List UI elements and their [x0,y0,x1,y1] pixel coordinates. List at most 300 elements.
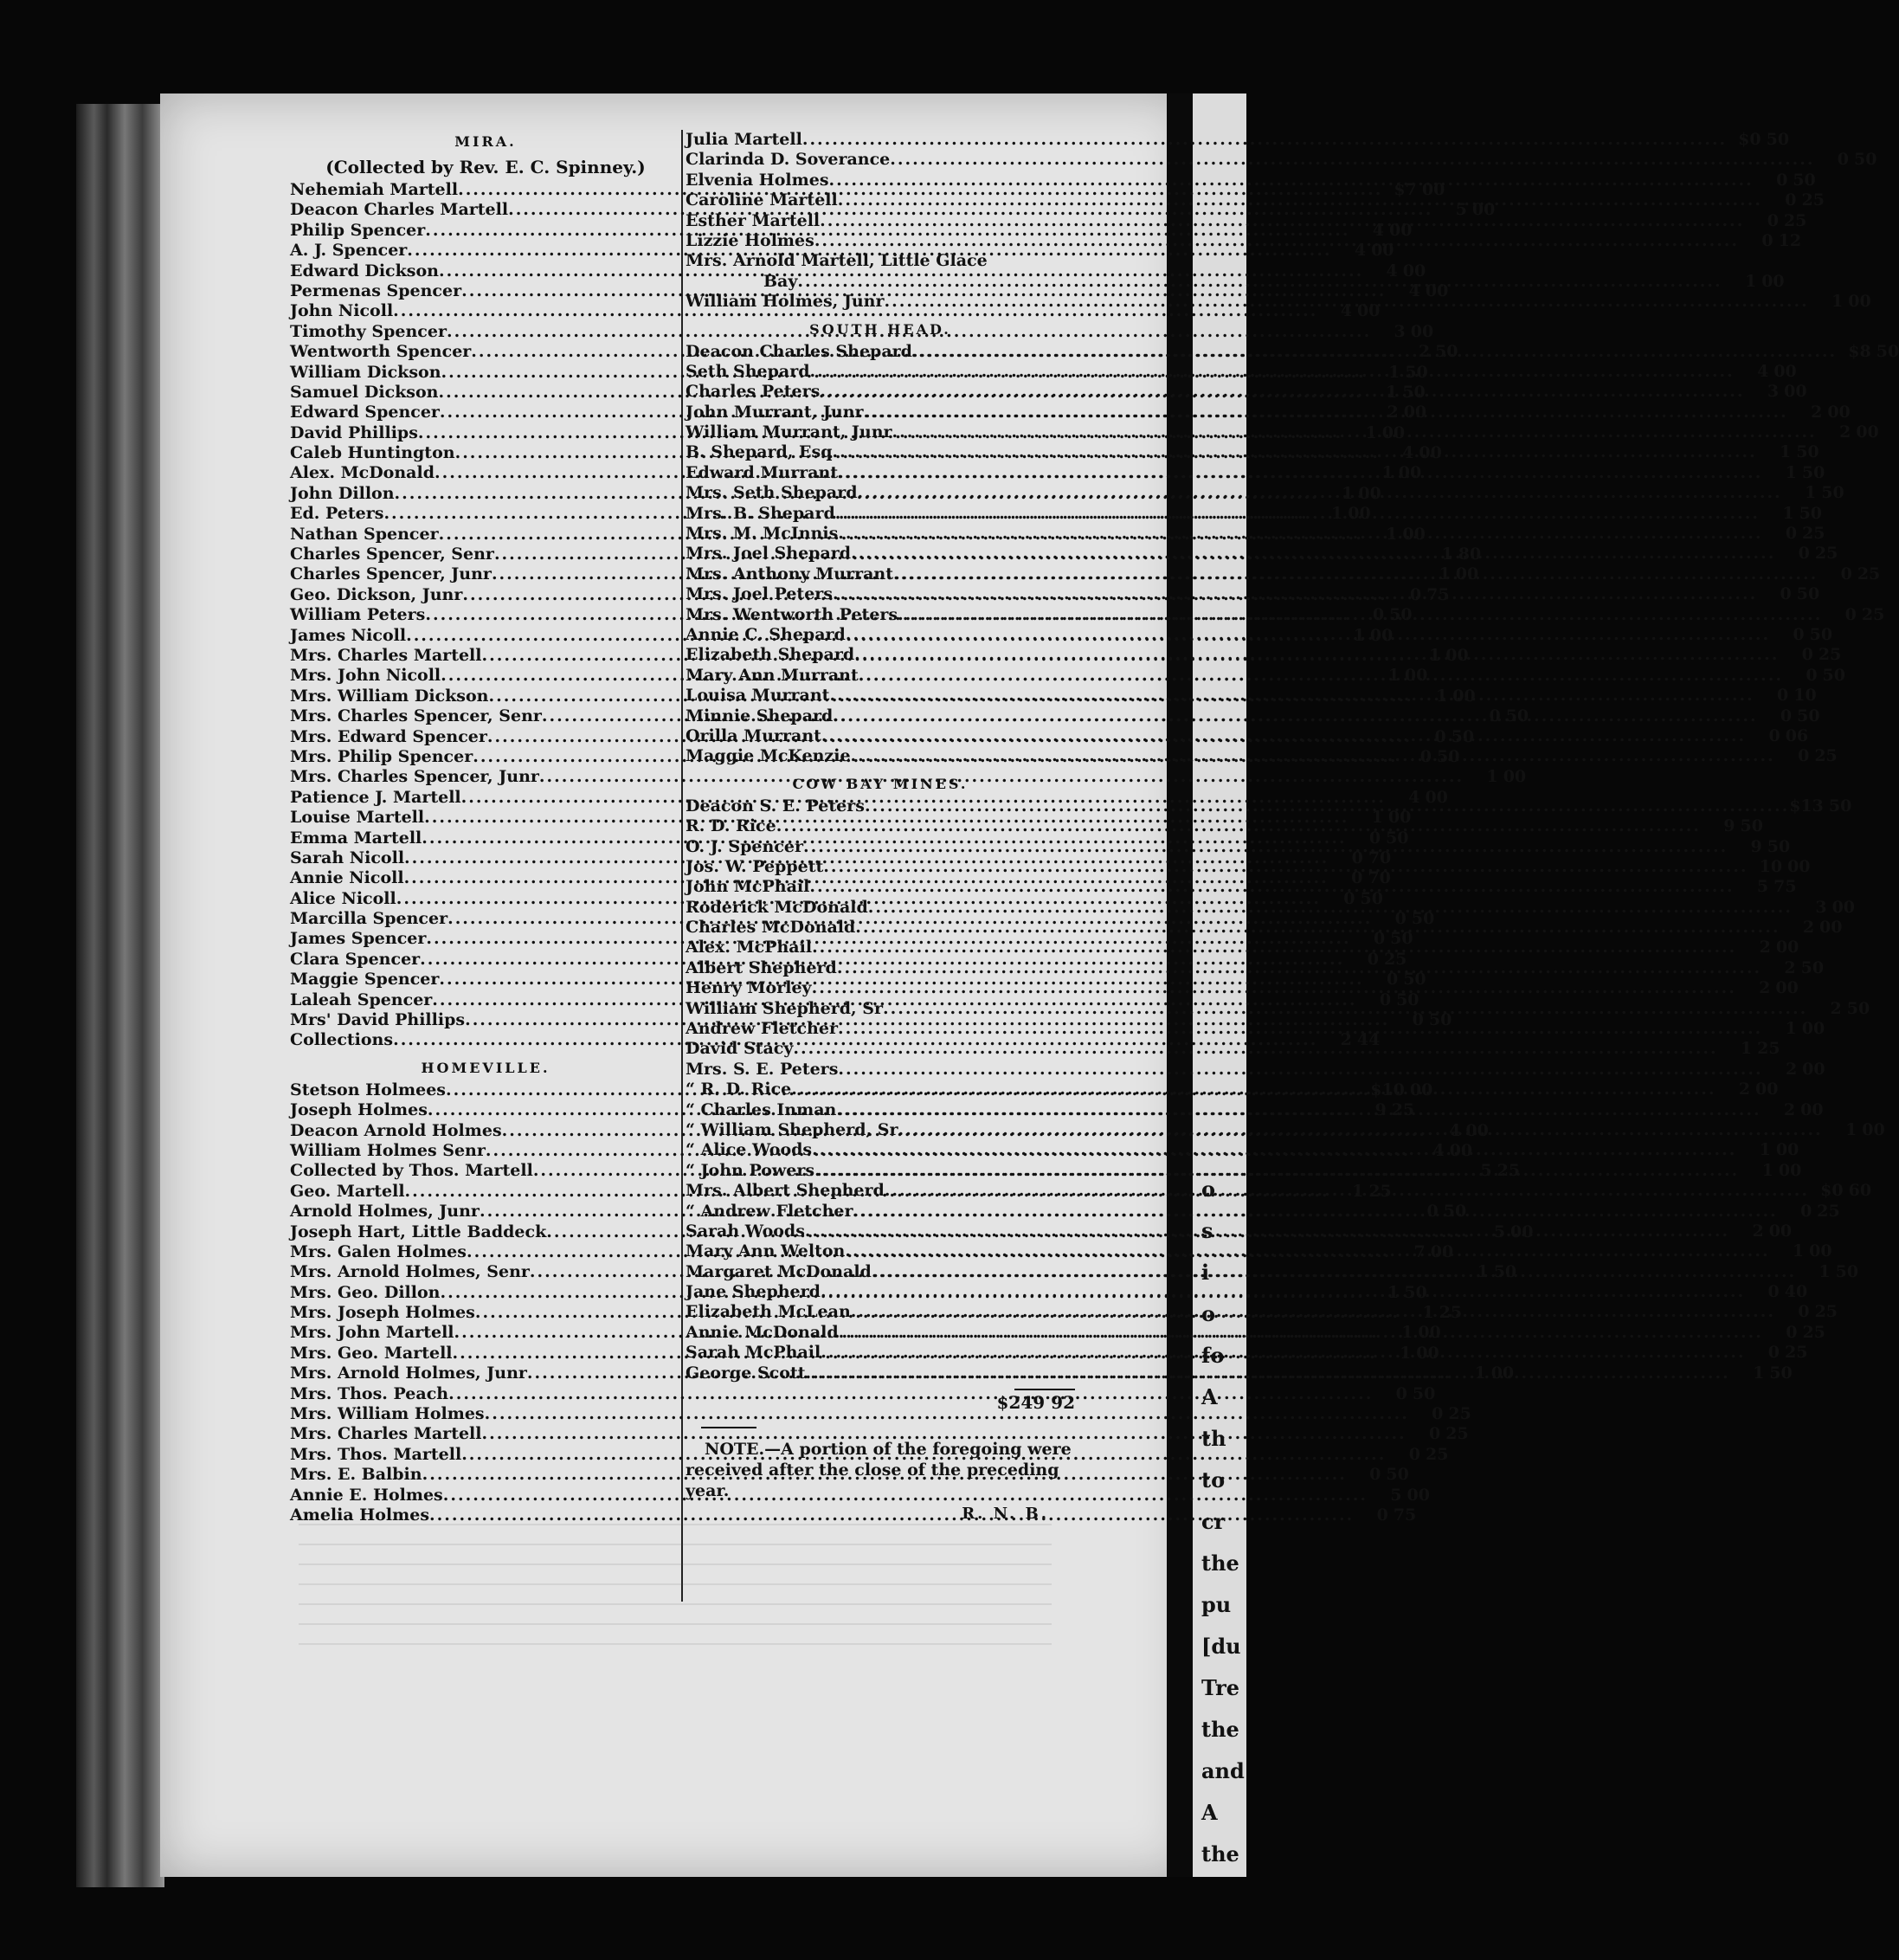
entry-amount: 2 44 [1340,1030,1381,1050]
signature-initials: R. N. B. [962,1505,1049,1524]
entry-name: Caleb Huntington [290,443,455,463]
entry-amount: 2 00 [1387,403,1427,422]
entry-amount: 7 00 [1413,1241,1454,1261]
leader-dots [776,816,1701,836]
entry-name: Ed. Peters [290,504,384,524]
entry-amount: 9 50 [1750,836,1791,856]
entry-name: Mrs. Edward Spencer [290,726,487,746]
entry-name: Wentworth Spencer [290,342,472,362]
entry-name: Mrs. E. Balbin [290,1465,422,1485]
entry-amount: 4 00 [1408,280,1449,300]
entry-amount: 0 10 [1777,686,1817,706]
entry-amount: 2 00 [1839,422,1879,442]
entry-name: Elvenia Holmes [686,170,829,190]
entry-amount: 1 00 [1439,564,1479,584]
entry-name: Annie C. Shepard [686,624,846,644]
leader-dots [838,463,1762,483]
entry-amount: 1 50 [1819,1261,1859,1281]
leader-dots [812,978,1736,998]
page-fragment: th [1201,1426,1226,1451]
entry-name: Geo. Martell [290,1181,405,1201]
entry-amount: 2 00 [1738,1080,1779,1099]
leader-dots [821,1282,1745,1302]
entry-amount: 0 25 [1844,604,1885,624]
entry-name: Margaret McDonald [686,1261,872,1281]
page-fragment: fo [1201,1343,1225,1368]
entry-amount: 2 00 [1811,402,1851,422]
entry-amount: 0 50 [1395,1383,1436,1403]
entry-name: Elizabeth Shepard [686,645,855,665]
entry-name: John McPhail [686,877,810,897]
entry-amount: 0 50 [1368,828,1409,848]
entry-name: Edward Murrant [686,462,839,482]
entry-amount: 0 50 [1489,706,1529,726]
list-item [686,150,1877,170]
entry-name: James Spencer [290,929,427,949]
entry-name: Mrs. Anthony Murrant [686,564,894,583]
entry-amount: $0 60 [1820,1181,1872,1201]
entry-amount: 0 50 [1776,170,1816,190]
entry-name: Jane Shepherd [686,1282,821,1302]
entry-name: R. D. Rice [686,816,776,836]
entry-amount: 1 00 [1486,767,1527,787]
entry-name: Timothy Spencer [290,321,447,341]
entry-name: Annie McDonald [686,1322,839,1342]
leader-dots [810,362,1735,382]
entry-name: Sarah Woods [686,1221,805,1241]
entry-amount: 1 50 [1387,1282,1427,1302]
entry-name: Stetson Holmees [290,1080,446,1099]
leader-dots [865,796,1789,816]
leader-dots [898,1120,1823,1140]
leader-dots [812,1140,1736,1160]
entry-name: Edward Dickson [290,261,439,280]
leader-dots [868,898,1793,918]
entry-amount: 5 25 [1480,1161,1521,1181]
leader-dots [823,857,1748,877]
entry-name: Philip Spencer [290,220,426,240]
entry-name: Sarah Nicoll [290,848,405,867]
entry-name: Alex. McPhail [686,938,813,957]
entry-name: William Murrant, Junr [686,422,892,442]
entry-name: “ John Powers [686,1160,815,1180]
leader-dots [806,1364,1730,1383]
entry-name: Mrs. Philip Spencer [290,746,473,766]
entry-amount: 0 50 [1426,1202,1467,1222]
entry-name: Elizabeth McLean [686,1302,851,1322]
entry-name: Deacon Charles Martell [290,200,509,220]
leader-dots [814,1161,1739,1181]
entry-amount: 0 25 [1767,1343,1808,1363]
entry-name: Mrs. Arnold Holmes, Senr [290,1262,530,1282]
entry-name: Charles McDonald [686,918,856,938]
entry-amount: 1 25 [1352,1181,1392,1201]
entry-name: Mary Ann Murrant [686,665,859,685]
entry-amount: 1 00 [1387,666,1428,686]
entry-amount: 0 70 [1351,868,1391,888]
entry-name: Edward Spencer [290,403,440,422]
leader-dots [858,483,1782,503]
leader-dots [833,706,1757,726]
entry-name: “ William Shepherd, Sr [686,1119,898,1139]
bleed-through-text [299,1524,1052,1645]
entry-amount: 2 50 [1830,998,1870,1018]
entry-name: Annie E. Holmes [290,1485,443,1505]
entry-name: William Holmes Senr [290,1140,486,1160]
entry-name: Mrs. Joel Peters [686,584,833,604]
entry-amount: 1 50 [1753,1363,1793,1383]
entry-amount: $8 50 [1848,341,1899,361]
leader-dots [851,1302,1775,1322]
entry-amount: 2 00 [1783,1099,1824,1119]
entry-name: Deacon Arnold Holmes [290,1120,502,1140]
entry-amount: 3 00 [1815,897,1856,917]
entry-name: Amelia Holmes [290,1505,430,1525]
entry-name: Charles Peters [686,382,821,402]
entry-amount: 1 00 [1400,1343,1439,1363]
entry-amount: 3 00 [1767,382,1807,402]
entry-amount: $7 00 [1394,180,1445,199]
entry-amount: 0 40 [1767,1282,1808,1302]
leader-dots [809,877,1734,897]
list-item [290,1444,1449,1465]
adjacent-page-text-fragments [1201,1169,1246,1875]
section-heading-mira: MIRA. [454,133,517,150]
entry-name: Mrs. Joseph Holmes [290,1303,475,1323]
entry-amount: 5 00 [1455,200,1496,220]
leader-dots [885,1181,1809,1201]
entry-amount: 0 50 [1343,888,1383,908]
entry-amount: 0 75 [1376,1505,1417,1525]
leader-dots [839,1323,1763,1343]
page-fragment: i [1201,1260,1210,1285]
entry-amount: 0 25 [1408,1444,1449,1464]
entry-name: Mrs. B. Shepard [686,503,835,523]
leader-dots [805,1222,1729,1241]
entry-name: Roderick McDonald [686,897,868,917]
entry-amount: 2 50 [1784,957,1825,977]
entry-name: Charles Spencer, Junr [290,564,492,584]
entry-amount: 1 50 [1780,442,1819,462]
entry-name: Sarah McPhail [686,1343,821,1363]
page-fragment: the [1201,1841,1239,1867]
entry-name: Mrs. Arnold Martell, Little Glace [686,251,988,271]
entry-name: Mrs. William Dickson [290,686,489,706]
entry-amount: 0 50 [1386,970,1426,990]
entry-name: Mrs. Thos. Martell [290,1444,462,1464]
entry-amount: 1 50 [1386,382,1426,402]
entry-name: Joseph Holmes [290,1100,428,1120]
page-fragment: the [1201,1551,1239,1576]
entry-name: Alex. McDonald [290,463,435,483]
leader-dots [893,564,1818,584]
entry-amount: 1 25 [1740,1039,1780,1059]
entry-amount: 10 00 [1759,856,1811,876]
entry-amount: 0 75 [1409,584,1450,604]
list-item [290,1485,1430,1505]
entry-name: Mary Ann Welton [686,1241,846,1261]
page-fragment: o [1201,1301,1216,1326]
entry-name: Julia Martell [686,130,802,149]
entry-amount: 0 50 [1373,929,1413,949]
leader-dots [859,666,1783,686]
entry-amount: $13 50 [1789,796,1852,816]
entry-name: Esther Martell [686,210,821,230]
section-heading-cow-bay-mines: COW BAY MINES. [792,775,969,792]
entry-name: Mrs. Charles Spencer, Senr [290,706,542,726]
entry-name: Bay [763,271,798,291]
leader-dots [854,645,1779,665]
entry-amount: 1 80 [1441,545,1482,564]
entry-name: Clara Spencer [290,949,421,969]
entry-amount: 1 25 [1422,1303,1463,1323]
entry-name: “ Charles Inman [686,1099,837,1119]
entry-name: John Nicoll [290,301,394,321]
entry-name: Laleah Spencer [290,990,433,1009]
entry-amount: 1 50 [1388,362,1428,382]
leader-dots [838,1019,1762,1039]
grand-total: $249 92 [996,1392,1075,1414]
entry-amount: 0 12 [1761,230,1802,250]
leader-dots [803,837,1728,857]
entry-amount: 1 00 [1365,422,1406,442]
entry-amount: 2 00 [1752,1221,1793,1241]
entry-amount: 1 00 [1792,1241,1832,1261]
page-fragment: and [1201,1758,1245,1783]
entry-name: Mrs. John Nicoll [290,666,441,686]
entry-name: Geo. Dickson, Junr [290,584,463,604]
entry-name: William Holmes, Junr [686,292,885,312]
leader-dots [898,605,1822,625]
entry-amount: 1 00 [1831,292,1871,312]
entry-amount: 0 25 [1432,1404,1471,1424]
entry-amount: 1 00 [1744,271,1785,291]
page-fragment: A [1201,1384,1218,1409]
entry-name: Nehemiah Martell [290,180,459,199]
leader-dots [829,686,1754,706]
entry-name: David Phillips [290,422,418,442]
entry-name: Mrs. William Holmes [290,1404,485,1424]
entry-amount: 5 00 [1390,1485,1430,1505]
section-heading-homeville: HOMEVILLE. [421,1059,550,1076]
entry-name: Deacon S. E. Peters [686,796,865,816]
entry-name: Mrs. S. E. Peters [686,1059,839,1079]
entry-amount: 9 50 [1723,816,1763,836]
entry-name: Louisa Murrant [686,686,830,706]
leader-dots [835,504,1760,524]
entry-amount: 4 00 [1449,1120,1489,1140]
leader-dots [851,544,1775,564]
leader-dots [872,1262,1796,1282]
entry-name: Mrs. Albert Shepherd [686,1181,885,1201]
entry-amount: 4 00 [1408,787,1448,807]
collector-line: (Collected by Rev. E. C. Spinney.) [325,157,646,177]
entry-amount: 0 25 [1429,1424,1469,1444]
entry-amount: 0 50 [1793,624,1833,644]
entry-amount: 0 25 [1785,190,1825,210]
entry-amount: 1 00 [1436,686,1476,706]
entry-name: Mrs' David Phillips [290,1010,466,1030]
page-fragment: cr [1201,1509,1226,1534]
entry-name: Annie Nicoll [290,868,404,888]
entry-name: Henry Morley [686,978,812,998]
entry-amount: 0 50 [1837,150,1877,170]
entry-name: Collected by Thos. Martell [290,1161,533,1181]
entry-amount: 1 00 [1474,1364,1515,1383]
entry-name: Mrs. John Martell [290,1323,454,1343]
entry-name: Marcilla Spencer [290,909,448,929]
leader-dots [829,171,1754,190]
page-fragment: s [1201,1218,1213,1243]
entry-name: Caroline Martell [686,190,838,210]
leader-dots [820,382,1744,402]
leader-dots [833,584,1757,604]
leader-dots [855,918,1780,938]
leader-dots [793,1039,1717,1059]
entry-amount: 5 00 [1493,1222,1534,1241]
leader-dots [853,1202,1778,1222]
leader-dots [864,403,1788,422]
section-heading-south-head: SOUTH HEAD. [809,320,951,338]
leader-dots [851,746,1775,766]
list-item [686,1261,1859,1282]
entry-name: Alice Nicoll [290,888,396,908]
leader-dots [892,422,1817,442]
entry-name: Mrs. Geo. Dillon [290,1282,441,1302]
entry-amount: 1 00 [1342,483,1381,503]
entry-name: William Dickson [290,362,441,382]
entry-amount: 4 00 [1402,443,1442,463]
entry-amount: 1 00 [1381,463,1422,483]
page-fragment: Tre [1201,1675,1240,1700]
entry-name: Mrs. Wentworth Peters [686,604,898,624]
entry-amount: 0 25 [1800,1201,1840,1221]
entry-name: George Scott [686,1363,806,1383]
footnote: NOTE.—A portion of the foregoing were received after the close of the preceding year. [686,1440,1072,1501]
list-item [290,1404,1471,1424]
entry-name: Mrs. Joel Shepard [686,544,852,564]
entry-name: Maggie Spencer [290,970,440,990]
leader-dots [814,231,1739,251]
entry-amount: 2 50 [1418,342,1458,362]
page-fragment: [du [1201,1634,1241,1659]
entry-amount: 4 00 [1757,361,1797,381]
page-fragment: pu [1201,1592,1232,1617]
entry-name: Mrs. Charles Martell [290,1424,482,1444]
entry-amount: 9 25 [1374,1100,1415,1120]
leader-dots [845,1241,1769,1261]
entry-name: Louise Martell [290,808,425,828]
entry-name: B. Shepard, Esq [686,442,833,462]
entry-amount: 0 25 [1840,564,1881,583]
leader-dots [821,726,1746,746]
leader-dots [836,1100,1761,1120]
entry-amount: 0 25 [1785,524,1825,544]
entry-name: Emma Martell [290,828,422,848]
entry-name: Samuel Dickson [290,382,439,402]
leader-dots [837,958,1761,978]
entry-amount: 0 50 [1806,665,1845,685]
entry-name: John Murrant, Junr [686,402,864,422]
entry-amount: 4 00 [1372,220,1413,240]
entry-amount: 0 50 [1780,584,1820,604]
entry-name: Albert Shepherd [686,957,837,977]
entry-amount: 1 00 [1429,645,1469,665]
leader-dots [838,1060,1762,1080]
entry-amount: 5 75 [1756,877,1797,897]
entry-amount: 2 00 [1785,1059,1825,1079]
entry-name: Mrs. Charles Spencer, Junr [290,767,539,787]
list-item [686,251,1075,271]
entry-amount: 1 00 [1761,1160,1802,1180]
entry-name: Andrew Fletcher [686,1019,838,1039]
entry-amount: 4 00 [1340,301,1381,321]
list-item [686,1059,1825,1080]
leader-dots [890,150,1814,170]
entry-name: Clarinda D. Soverance [686,150,891,170]
entry-amount: $10 00 [1370,1080,1433,1099]
entry-name: Mrs. Seth Shepard [686,483,858,503]
entry-name: Charles Spencer, Senr [290,545,494,564]
entry-amount: 0 25 [1367,949,1407,969]
leader-dots [838,524,1762,544]
leader-dots [838,190,1762,210]
entry-amount: 0 50 [1369,1465,1409,1485]
entry-name: “ Andrew Fletcher [686,1201,853,1221]
entry-name: “ R. D. Rice [686,1080,792,1099]
entry-amount: 0 50 [1412,1010,1452,1030]
entry-amount: 0 25 [1798,746,1838,766]
leader-dots [802,130,1727,150]
list-item [686,706,1820,726]
page-fragment: the [1201,1717,1239,1742]
leader-dots [912,342,1837,362]
entry-name: Deacon Charles Shepard [686,341,912,361]
entry-name: John Dillon [290,483,395,503]
leader-dots [846,625,1770,645]
entry-amount: 2 00 [1759,938,1799,957]
entry-amount: 1 50 [1477,1262,1517,1282]
entry-amount: 4 00 [1432,1140,1473,1160]
entry-amount: 3 00 [1394,321,1434,341]
entry-amount: 1 00 [1353,625,1394,645]
entry-name: James Nicoll [290,625,407,645]
list-item [686,130,1790,150]
entry-name: Minnie Shepard [686,706,834,725]
entry-amount: 2 00 [1759,978,1799,998]
entry-name: Orilla Murrant [686,725,821,745]
entry-name: Arnold Holmes, Junr [290,1202,480,1222]
entry-name: Maggie McKenzie [686,746,851,766]
entry-amount: 0 50 [1372,605,1413,625]
entry-amount: 0 25 [1767,210,1807,230]
entry-name: Mrs. Arnold Holmes, Junr [290,1364,527,1383]
entry-amount: 0 06 [1768,725,1809,745]
list-item [686,402,1851,422]
entry-amount: 1 00 [1330,504,1371,524]
entry-amount: 1 00 [1386,524,1426,544]
entry-amount: 1 00 [1371,808,1412,828]
entry-amount: 1 50 [1785,462,1825,482]
entry-name: William Peters [290,605,426,625]
entry-amount: 0 50 [1379,990,1419,1009]
entry-name: Collections [290,1030,394,1050]
entry-name: Seth Shepard [686,361,810,381]
entry-name: Nathan Spencer [290,524,439,544]
leader-dots [821,1343,1745,1363]
entry-name: Patience J. Martell [290,787,461,807]
entry-name: O. J. Spencer [686,836,803,856]
